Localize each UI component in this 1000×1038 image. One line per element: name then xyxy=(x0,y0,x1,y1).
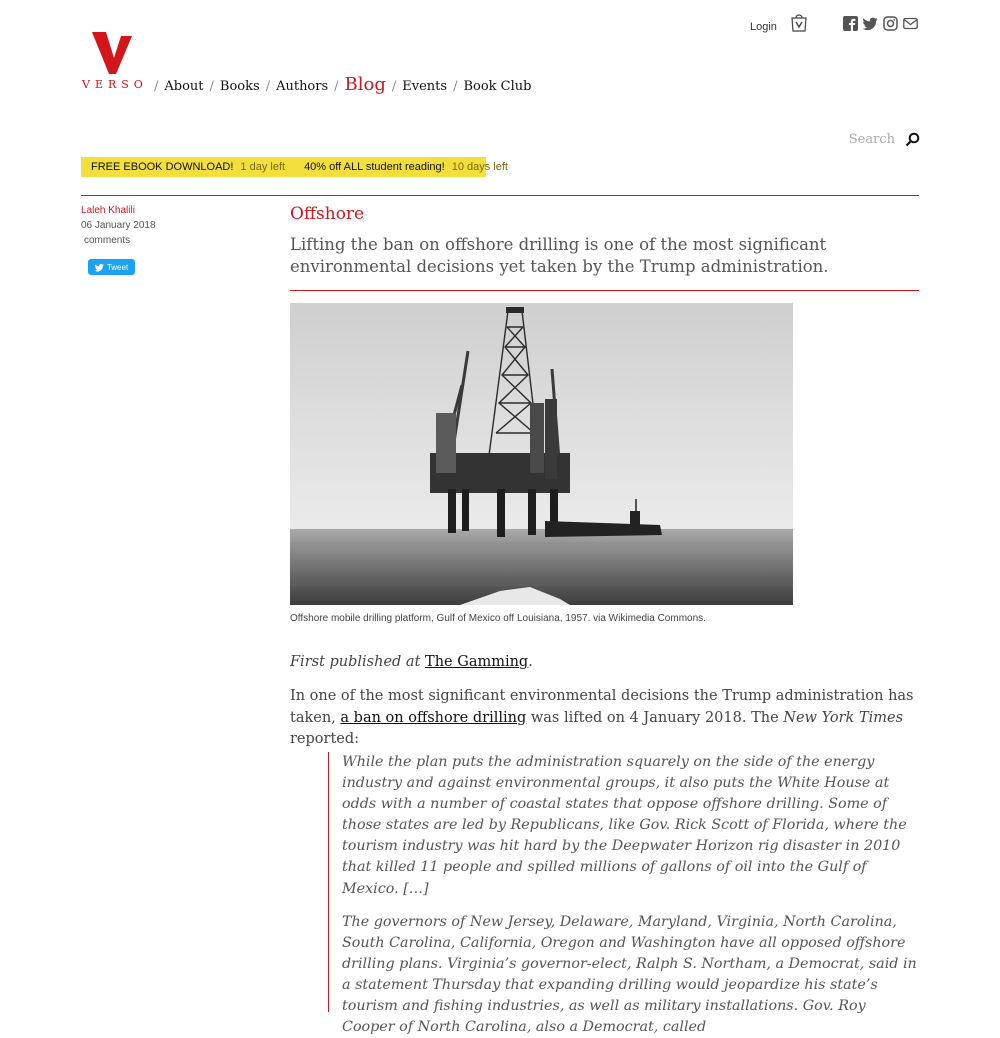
promo-offer-student[interactable]: 40% off ALL student reading! xyxy=(304,161,445,173)
nav-item-about[interactable]: About xyxy=(164,79,204,94)
search-icon[interactable] xyxy=(905,132,920,147)
comments-link[interactable]: comments xyxy=(84,235,131,246)
article-title: Offshore xyxy=(290,204,365,224)
nav-separator: / xyxy=(154,79,159,94)
block-quote xyxy=(328,752,919,1036)
nav-item-books[interactable]: Books xyxy=(219,79,260,94)
login-link[interactable]: Login xyxy=(750,21,777,33)
nav-item-authors[interactable]: Authors xyxy=(276,79,329,94)
search-input[interactable]: Search xyxy=(848,132,895,147)
facebook-icon[interactable] xyxy=(843,16,858,31)
verso-v-logo-icon xyxy=(92,32,132,74)
intro-text: was lifted on 4 January 2018. The xyxy=(530,709,779,726)
nav-item-blog[interactable]: Blog xyxy=(344,74,386,95)
nav-separator: / xyxy=(265,79,271,94)
nav-item-events[interactable]: Events xyxy=(402,79,448,94)
first-published-note: First published at The Gamming. xyxy=(290,654,533,670)
publication-name: New York Times xyxy=(783,709,904,726)
drilling-platform-photo xyxy=(290,303,793,605)
intro-paragraph xyxy=(290,686,915,751)
shopping-bag-icon[interactable] xyxy=(790,12,808,32)
intro-text: In one of the most significant environmental decisions the Trump administration has taken, xyxy=(290,688,914,726)
tweet-label: Tweet xyxy=(106,262,129,272)
twitter-icon[interactable] xyxy=(863,16,878,31)
divider xyxy=(290,290,919,291)
article-meta xyxy=(81,203,156,248)
top-bar xyxy=(740,12,930,42)
twitter-icon xyxy=(95,263,104,272)
verso-logo[interactable] xyxy=(82,32,148,94)
main-nav xyxy=(148,74,531,95)
article-standfirst: Lifting the ban on offshore drilling is one of the most significant environmental decisions yet taken by the Trump administration. xyxy=(290,235,829,276)
nav-item-book-club[interactable]: Book Club xyxy=(463,79,532,94)
promo-deadline: 10 days left xyxy=(451,161,508,173)
quote-paragraph: The governors of New Jersey, Delaware, Maryland, Virginia, North Carolina, South Carolina, California, Oregon and Washington have all opposed offshore drilling plans. Virginia’s governor-elect, Ralph S. Northam, a Democrat, said in a statement Thursday that expanding drilling would jeopardize his state’s tourism and fishing industries, as well as military installations. Gov. Roy Cooper of North Carolina, also a Democrat, called xyxy=(342,913,917,1036)
logo-text: VERSO xyxy=(82,78,148,91)
author-link[interactable]: Laleh Khalili xyxy=(81,205,135,216)
nav-separator: / xyxy=(209,79,214,94)
promo-offer-ebook[interactable]: FREE EBOOK DOWNLOAD! xyxy=(91,161,234,173)
divider xyxy=(81,195,919,196)
mail-icon[interactable] xyxy=(903,16,918,31)
instagram-icon[interactable] xyxy=(883,16,898,31)
nav-separator: / xyxy=(391,79,397,94)
promo-deadline: 1 day left xyxy=(240,161,286,173)
nav-separator: / xyxy=(453,79,458,94)
tweet-button[interactable] xyxy=(88,259,135,275)
search-bar[interactable] xyxy=(849,132,920,147)
intro-text: reported: xyxy=(290,731,360,747)
promo-banner xyxy=(81,157,508,177)
offshore-ban-link[interactable]: a ban on offshore drilling xyxy=(340,709,527,726)
photo-caption: Offshore mobile drilling platform, Gulf of Mexico off Louisiana, 1957. via Wikimedia Commons. xyxy=(290,613,706,624)
nav-separator: / xyxy=(334,79,339,94)
quote-paragraph: While the plan puts the administration squarely on the side of the energy industry and against environmental groups, it also puts the White House at odds with a number of coastal states that oppose offshore drilling. Some of those states are led by Republicans, like Gov. Rick Scott of Florida, where the tourism industry was hit hard by the Deepwater Horizon rig disaster in 2010 that killed 11 people and spilled millions of gallons of oil into the Gulf of Mexico. […] xyxy=(342,754,907,897)
first-published-prefix: First published at xyxy=(290,654,421,670)
source-link[interactable]: The Gamming xyxy=(425,654,529,670)
publish-date: 06 January 2018 xyxy=(81,220,156,231)
